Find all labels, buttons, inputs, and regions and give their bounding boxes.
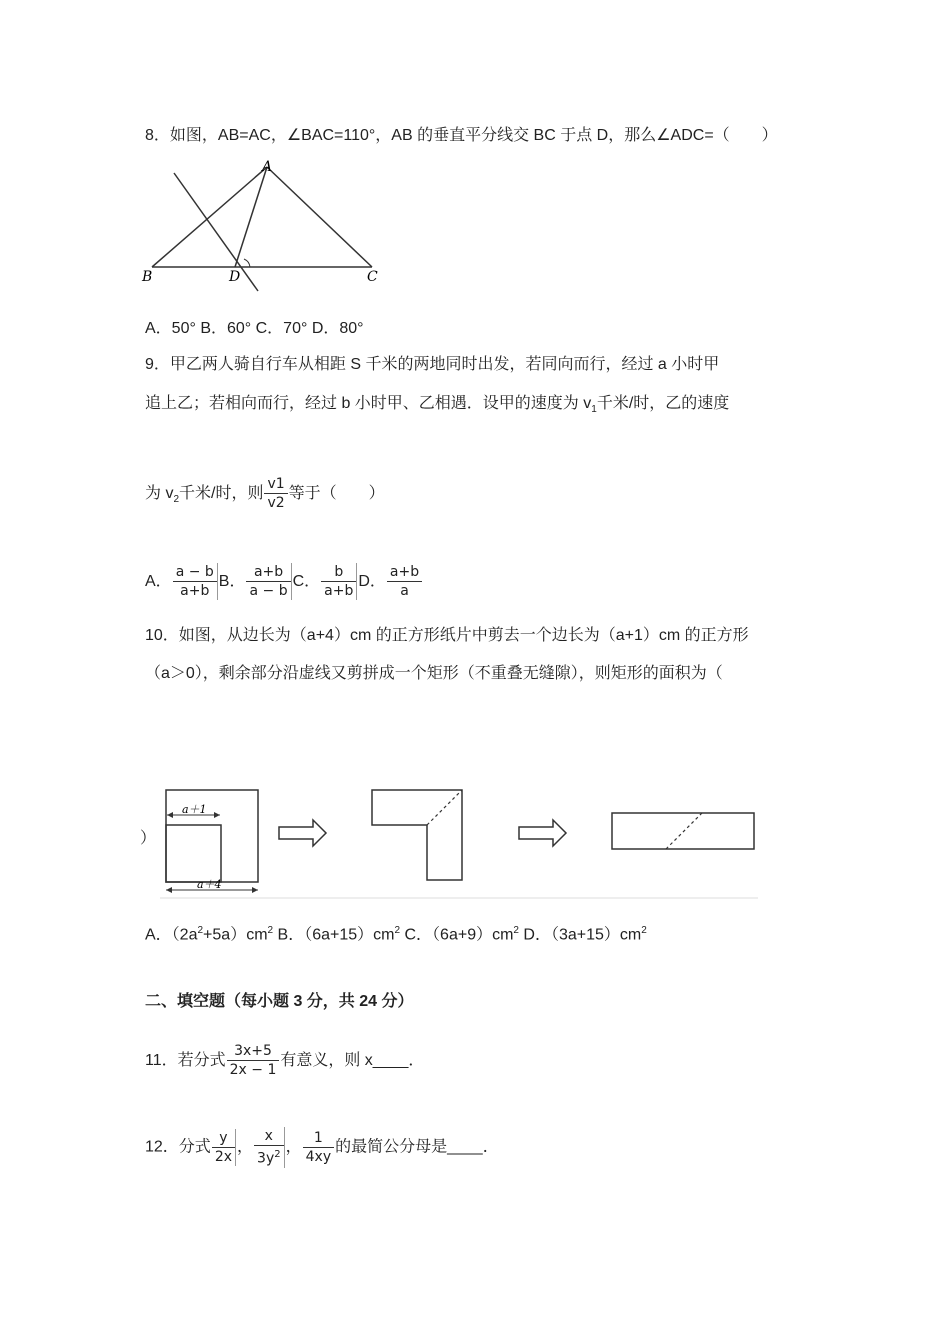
- superscript: 2: [267, 925, 274, 936]
- q9-option-c-fraction: [321, 563, 357, 600]
- q12-prefix: 12．分式: [145, 1138, 211, 1156]
- dimension-a-plus-1-label: a＋1: [182, 803, 207, 816]
- q11-fraction: [227, 1042, 280, 1079]
- q11-prefix: 11．若分式: [145, 1052, 226, 1069]
- q9-velocity-fraction: [264, 475, 287, 512]
- q11: [145, 1041, 424, 1081]
- fraction-numerator: a − b: [173, 563, 217, 582]
- q9-options: [145, 562, 423, 602]
- small-square: [166, 825, 221, 882]
- q9-line2-a: 追上乙；若相向而行，经过 b 小时甲、乙相遇．设甲的速度为 v: [145, 395, 592, 412]
- fraction-numerator: a+b: [246, 563, 290, 582]
- fraction-denominator: 4xy: [305, 1148, 332, 1165]
- q9-line1: 9．甲乙两人骑自行车从相距 S 千米的两地同时出发，若同向而行，经过 a 小时甲: [145, 356, 720, 373]
- big-square: [166, 790, 258, 882]
- section-2-title: 二、填空题（每小题 3 分，共 24 分）: [145, 993, 414, 1010]
- q9-line2: [145, 394, 729, 420]
- superscript: 2: [641, 925, 647, 936]
- q9-line2-sub: 1: [591, 404, 597, 416]
- q8-triangle-figure: [140, 155, 390, 295]
- q12-fraction-3: [303, 1129, 334, 1166]
- superscript: 2: [513, 925, 519, 936]
- q9-option-b-label: B．: [218, 573, 246, 590]
- denominator-text: 3y: [257, 1150, 275, 1167]
- result-rectangle: [612, 813, 754, 849]
- q9-line2-b: 千米/时，乙的速度: [596, 395, 730, 412]
- q9-option-a-label: A．: [145, 573, 172, 590]
- fraction-numerator: 3x+5: [227, 1042, 280, 1061]
- superscript: 2: [197, 925, 204, 936]
- point-a-label: A: [262, 159, 273, 175]
- q10-line2: （a＞0），剩余部分沿虚线又剪拼成一个矩形（不重叠无缝隙），则矩形的面积为（: [145, 665, 723, 682]
- point-c-label: C: [367, 269, 378, 285]
- point-d-label: D: [229, 269, 241, 285]
- fraction-denominator: v2: [267, 495, 285, 512]
- q9-line3: [145, 474, 385, 520]
- q10-line1: 10．如图，从边长为（a+4）cm 的正方形纸片中剪去一个边长为（a+1）cm 的正方形: [145, 627, 749, 644]
- q9-option-c-label: C．: [292, 573, 321, 590]
- q10-option-b: B．（6a+15）cm: [273, 926, 395, 944]
- q11-suffix: 有意义，则 x____．: [280, 1052, 425, 1069]
- fraction-numerator: x: [254, 1127, 284, 1146]
- q9-line3-c: 等于（ ）: [288, 485, 385, 502]
- q12-separator: ，: [285, 1138, 302, 1156]
- q10-option-a-part1: A．（2a: [145, 926, 198, 944]
- dimension-a-plus-4-label: a＋4: [197, 878, 222, 891]
- q10-option-d: D．（3a+15）cm: [518, 926, 642, 944]
- q10-option-a-part2: +5a）cm: [203, 926, 268, 944]
- q12: [145, 1127, 499, 1168]
- fraction-numerator: y: [212, 1129, 235, 1148]
- q9-line3-sub: 2: [173, 494, 180, 506]
- q8-stem: 8．如图，AB=AC，∠BAC=110°，AB 的垂直平分线交 BC 于点 D，那么∠ADC=（ ）: [145, 127, 778, 144]
- q12-fraction-1: [212, 1129, 236, 1166]
- q12-suffix: 的最简公分母是____．: [335, 1138, 499, 1156]
- right-arrow-icon: [519, 820, 566, 846]
- q10-option-c: C．（6a+9）cm: [400, 926, 514, 944]
- fraction-denominator: a+b: [324, 583, 354, 600]
- superscript: 2: [274, 1149, 281, 1160]
- q12-fraction-2: [254, 1127, 285, 1168]
- point-b-label: B: [142, 269, 153, 285]
- fraction-denominator: a+b: [180, 583, 210, 600]
- fraction-denominator: 2x: [214, 1148, 233, 1165]
- q9-line3-b: 千米/时，则: [179, 485, 264, 502]
- q10-paren-close: ）: [140, 830, 157, 847]
- fraction-denominator: a − b: [249, 583, 288, 600]
- q8-options: A．50° B．60° C．70° D．80°: [145, 320, 364, 337]
- fraction-numerator: b: [321, 563, 356, 582]
- q10-square-cutting-figure: [160, 785, 760, 903]
- fraction-numerator: v1: [264, 475, 287, 494]
- q9-line3-a: 为 v: [145, 485, 174, 502]
- fraction-denominator: 2x − 1: [229, 1062, 277, 1079]
- q10-options: [145, 921, 647, 945]
- fraction-denominator: [254, 1146, 284, 1168]
- superscript: 2: [394, 925, 401, 936]
- fraction-numerator: a+b: [387, 563, 422, 582]
- q9-option-d-label: D．: [358, 573, 386, 590]
- q9-option-d-fraction: [387, 563, 422, 600]
- fraction-numerator: 1: [303, 1129, 334, 1148]
- q9-option-a-fraction: [173, 563, 218, 600]
- q9-option-b-fraction: [246, 563, 291, 600]
- q12-separator: ，: [237, 1138, 254, 1156]
- fraction-denominator: a: [400, 583, 409, 600]
- right-arrow-icon: [279, 820, 326, 846]
